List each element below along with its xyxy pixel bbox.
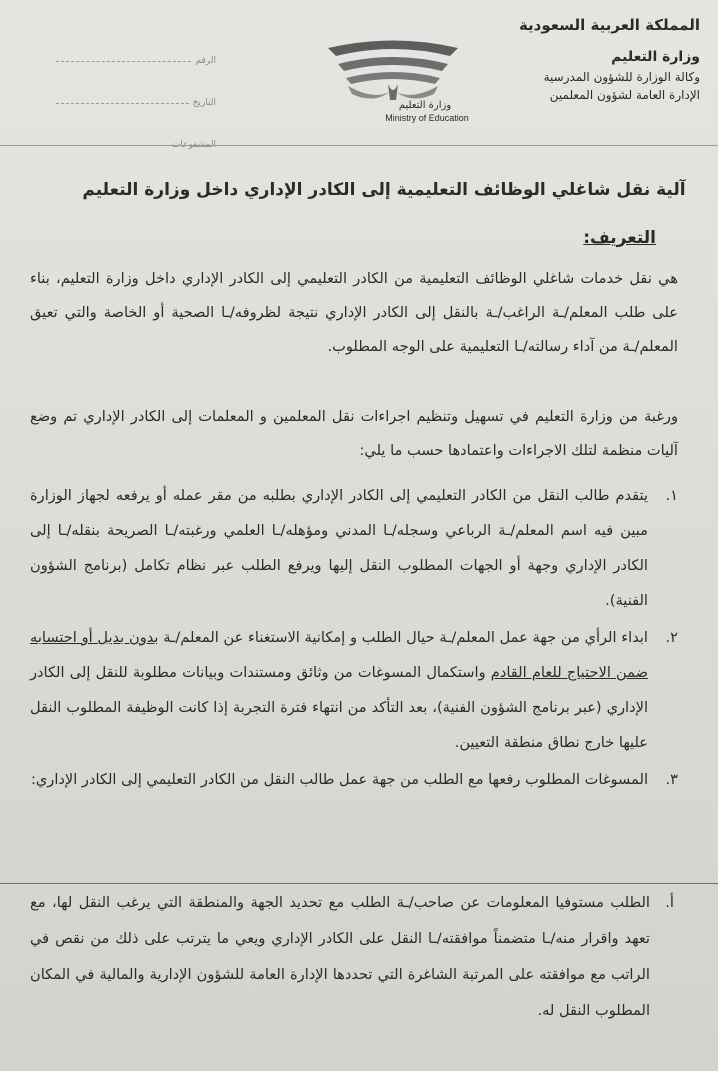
ministry-name: وزارة التعليم — [611, 48, 700, 65]
list-item — [30, 478, 678, 618]
agency-name: وكالة الوزارة للشؤون المدرسية — [543, 69, 700, 84]
item-text: الطلب مستوفيا المعلومات عن صاحب/ـة الطلب مع تحديد الجهة والمنطقة التي يرغب النقل لها، مع تعهد واقرار منه/ـا متضمناً موافقته/ـا النقل على الكادر الإداري ويعي ما يترتب على ذلك من نقص في الراتب مع موافقته على المرتبة الشاغرة التي تحددها الإدارة العامة للشؤون الإدارية والمالية في المكان المطلوب النقل له. — [30, 894, 650, 1019]
list-item — [30, 762, 678, 797]
field-label: التاريخ — [192, 98, 216, 108]
page-fold-line — [0, 883, 718, 884]
field-label: الرقم — [195, 56, 216, 66]
item-number: ١. — [665, 487, 678, 504]
list-item — [30, 885, 678, 1029]
sub-list — [30, 885, 678, 1029]
field-attachments — [56, 108, 216, 150]
logo-arabic-text: وزارة التعليم — [398, 100, 452, 111]
item-text: يتقدم طالب النقل من الكادر التعليمي إلى الكادر الإداري بطلبه من مقر عمله أو يرفعه لجهاز الوزارة مبين فيه اسم المعلم/ـة الرباعي وسجله/ـا المدني ومؤهله/ـا العلمي ورغبته/ـا الصريحة بنقله/ـا إلى الكادر الإداري وجهة أو الجهات المطلوب النقل إليها ويرفع الطلب عبر نظام تكامل (برنامج الشؤون الفنية). — [30, 487, 648, 609]
item-number: أ. — [665, 894, 674, 911]
list-item — [30, 620, 678, 760]
kingdom-name: المملكة العربية السعودية — [518, 16, 700, 34]
item-number: ٣. — [665, 771, 678, 788]
intro-paragraph: ورغبة من وزارة التعليم في تسهيل وتنظيم اجراءات نقل المعلمين و المعلمات إلى الكادر الإداري تم وضع آليات منظمة لتلك الاجراءات واعتمادها حسب ما يلي: — [30, 408, 678, 459]
field-number — [56, 24, 216, 66]
item-text-underlined: بدون بديل أو احتسابه ضمن الاحتياج للعام القادم — [30, 629, 648, 681]
header-divider — [0, 145, 718, 146]
item-text: واستكمال المسوغات من وثائق ومستندات وبيانات مطلوبة للنقل إلى الكادر الإداري (عبر برنامج الشؤون الفنية)، بعد التأكد من انتهاء فترة التجربة إذا كانت الوظيفة المطلوب النقل عليها خارج نطاق منطقة التعيين. — [30, 664, 648, 751]
ministry-header — [500, 14, 700, 104]
definition-heading: التعريف: — [583, 228, 656, 248]
document-title: آلية نقل شاغلي الوظائف التعليمية إلى الكادر الإداري داخل وزارة التعليم — [82, 180, 686, 200]
procedure-list — [30, 478, 678, 799]
department-name: الإدارة العامة لشؤون المعلمين — [549, 87, 700, 102]
item-number: ٢. — [665, 629, 678, 646]
definition-paragraph: هي نقل خدمات شاغلي الوظائف التعليمية من الكادر التعليمي إلى الكادر الإداري داخل وزارة التعليم، بناء على طلب المعلم/ـة الراغب/ـة بالنقل إلى الكادر الإداري نتيجة لظروفه/ـا الصحية أو الخاصة والتي تعيق المعلم/ـة من آداء رسالته/ـا التعليمية على الوجه المطلوب. — [30, 270, 678, 355]
logo-english-text: Ministry of Education — [385, 113, 469, 123]
reference-fields — [56, 24, 216, 150]
item-text: المسوغات المطلوب رفعها مع الطلب من جهة عمل طالب النقل من الكادر التعليمي إلى الكادر الإداري: — [30, 771, 648, 788]
field-label: المشفوعات — [171, 140, 216, 150]
field-date — [56, 66, 216, 108]
item-text: ابداء الرأي من جهة عمل المعلم/ـة حيال الطلب و إمكانية الاستغناء عن المعلم/ـة — [158, 629, 648, 646]
